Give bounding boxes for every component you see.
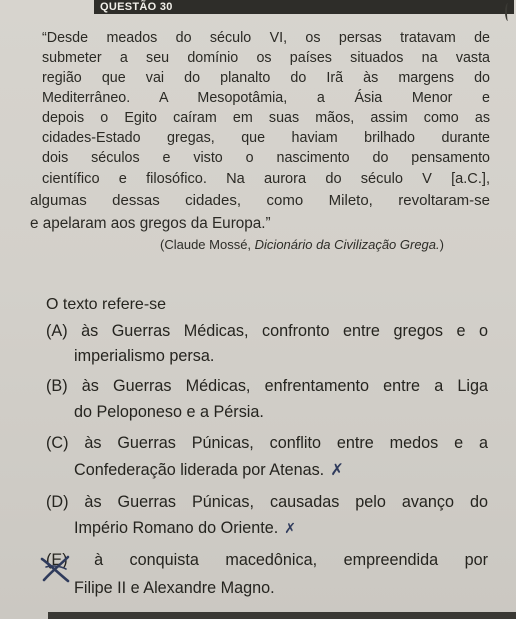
question-number: QUESTÃO 30 xyxy=(100,1,173,13)
option-e-line-1[interactable]: (E) à conquista macedônica, empreendida por xyxy=(46,551,488,569)
passage-line: e apelaram aos gregos da Europa.” xyxy=(30,215,271,232)
option-d-line-1[interactable]: (D) às Guerras Púnicas, causadas pelo avanço do xyxy=(46,493,488,511)
passage-line: dois séculos e visto o nascimento do pensamento xyxy=(42,150,490,166)
option-a-line-2[interactable]: imperialismo persa. xyxy=(74,347,215,365)
passage-line: submeter a seu domínio os países situados na vasta xyxy=(42,50,490,66)
citation-close: ) xyxy=(439,237,444,252)
passage-line: cidades-Estado gregas, que haviam brilhado durante xyxy=(42,130,490,146)
passage-line: “Desde meados do século VI, os persas tratavam de xyxy=(42,30,490,46)
option-b-line-1[interactable]: (B) às Guerras Médicas, enfrentamento entre a Liga xyxy=(46,377,488,395)
page-corner-mark xyxy=(505,3,511,21)
option-d-text: Império Romano do Oriente. xyxy=(74,519,279,537)
citation-book-title: Dicionário da Civilização Grega. xyxy=(254,237,440,252)
option-e-line-2[interactable]: Filipe II e Alexandre Magno. xyxy=(74,579,275,597)
option-c-text: Confederação liderada por Atenas. xyxy=(74,461,325,479)
passage-line: Mediterrâneo. A Mesopotâmia, a Ásia Menor e xyxy=(42,90,490,106)
option-d-line-2[interactable] xyxy=(74,517,296,540)
citation-author: (Claude Mossé, xyxy=(160,237,255,252)
passage-line: região que vai do planalto do Irã às margens do xyxy=(42,70,490,86)
option-b-line-2[interactable]: do Peloponeso e a Pérsia. xyxy=(74,403,264,421)
option-c-line-1[interactable]: (C) às Guerras Púnicas, conflito entre medos e a xyxy=(46,434,488,452)
option-a-line-1[interactable]: (A) às Guerras Médicas, confronto entre gregos e o xyxy=(46,322,488,340)
question-stem: O texto refere-se xyxy=(46,296,167,313)
handwritten-scribble-icon xyxy=(38,553,74,585)
page-bottom-rule xyxy=(48,612,516,619)
passage-citation xyxy=(160,236,444,254)
passage-line: científico e filosófico. Na aurora do século V [a.C.], xyxy=(42,171,490,187)
cross-mark-icon: ✗ xyxy=(330,460,344,479)
passage-line: algumas dessas cidades, como Mileto, revoltaram-se xyxy=(30,192,490,209)
cross-mark-icon: ✗ xyxy=(284,521,296,537)
passage-line: depois o Egito caíram em suas mãos, assim como as xyxy=(42,110,490,126)
option-c-line-2[interactable] xyxy=(74,459,344,481)
